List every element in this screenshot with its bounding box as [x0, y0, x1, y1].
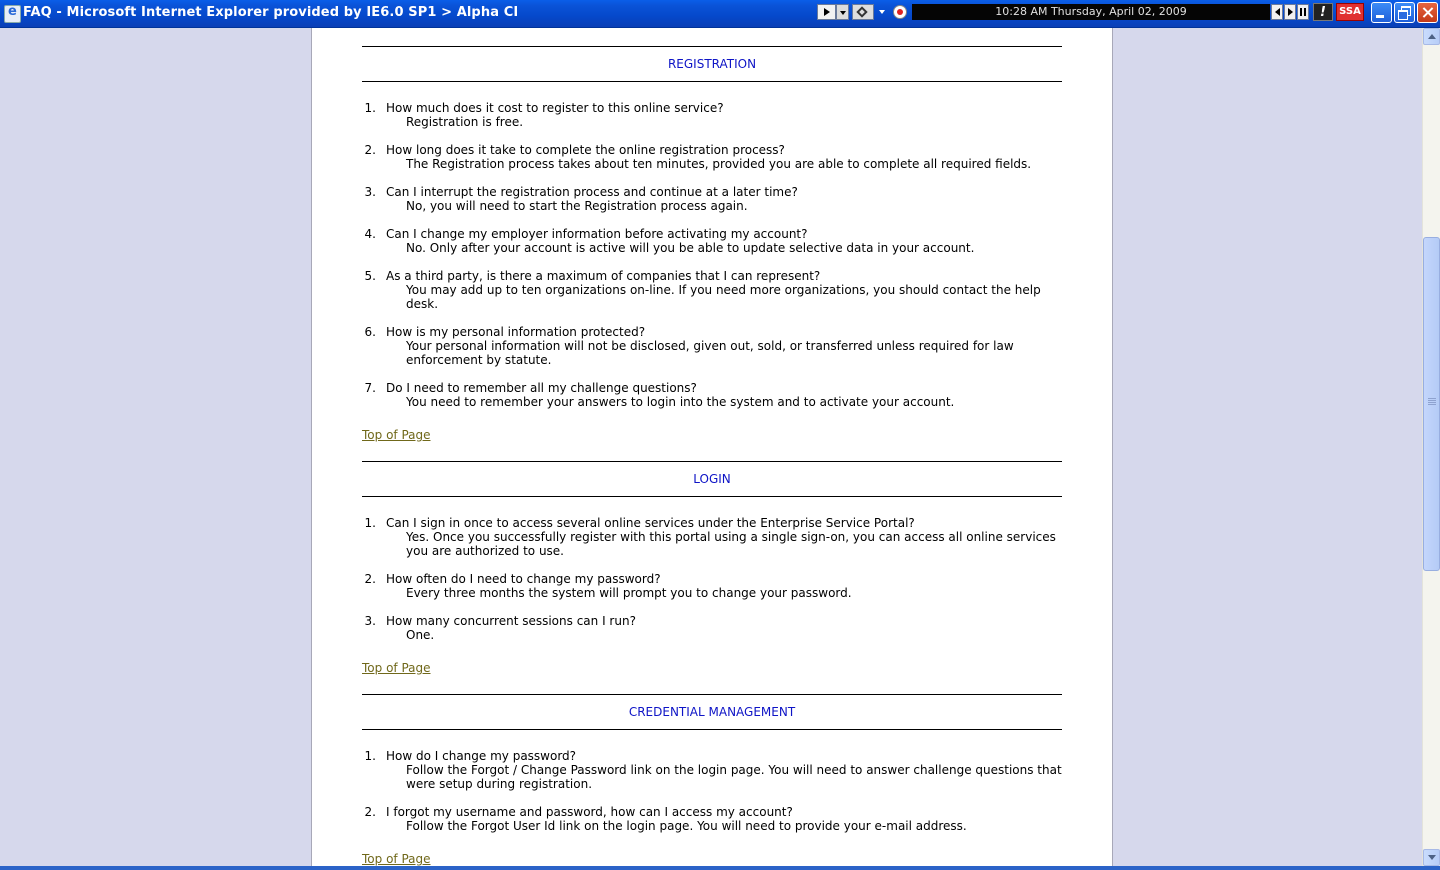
- section-title: LOGIN: [693, 472, 731, 486]
- faq-question: As a third party, is there a maximum of companies that I can represent?: [386, 269, 821, 283]
- next-icon[interactable]: [1284, 4, 1296, 20]
- record-icon[interactable]: [893, 5, 907, 19]
- faq-question: Do I need to remember all my challenge questions?: [386, 381, 697, 395]
- faq-number: 6.: [364, 325, 376, 339]
- faq-number: 3.: [364, 185, 376, 199]
- top-of-page-link[interactable]: Top of Page: [362, 428, 431, 442]
- close-button[interactable]: [1417, 2, 1438, 23]
- scroll-up-icon[interactable]: [1423, 28, 1440, 45]
- scroll-thumb[interactable]: [1423, 237, 1440, 571]
- divider: [362, 46, 1062, 47]
- faq-answer: You may add up to ten organizations on-line. If you need more organizations, you should contact the help desk.: [406, 283, 1041, 311]
- tag-icon[interactable]: [852, 4, 874, 20]
- faq-question: Can I change my employer information before activating my account?: [386, 227, 808, 241]
- faq-answer: You need to remember your answers to login into the system and to activate your account.: [406, 395, 955, 409]
- faq-number: 2.: [364, 572, 376, 586]
- faq-answer: No. Only after your account is active will you be able to update selective data in your account.: [406, 241, 975, 255]
- faq-content: [311, 28, 1113, 866]
- alert-icon[interactable]: !: [1313, 3, 1333, 21]
- faq-question: How long does it take to complete the online registration process?: [386, 143, 785, 157]
- divider: [362, 461, 1062, 462]
- faq-number: 1.: [364, 101, 376, 115]
- faq-number: 1.: [364, 516, 376, 530]
- previous-icon[interactable]: [1271, 4, 1283, 20]
- faq-number: 2.: [364, 143, 376, 157]
- divider: [362, 729, 1062, 730]
- faq-number: 3.: [364, 614, 376, 628]
- pause-icon[interactable]: [1297, 4, 1309, 20]
- window-title: FAQ - Microsoft Internet Explorer provided by IE6.0 SP1 > Alpha CI: [23, 5, 519, 20]
- faq-number: 5.: [364, 269, 376, 283]
- faq-question: How is my personal information protected?: [386, 325, 646, 339]
- minimize-button[interactable]: [1371, 2, 1392, 23]
- faq-answer: Your personal information will not be disclosed, given out, sold, or transferred unless required for law enforcement by statute.: [406, 339, 1014, 367]
- grip-icon: [1428, 398, 1436, 399]
- divider: [362, 694, 1062, 695]
- title-bar[interactable]: [0, 0, 1440, 28]
- ssa-logo[interactable]: SSA: [1336, 3, 1364, 21]
- chevron-down-icon[interactable]: [876, 4, 890, 20]
- section-title: REGISTRATION: [667, 57, 757, 71]
- faq-question: I forgot my username and password, how can I access my account?: [386, 805, 793, 819]
- faq-question: Can I interrupt the registration process and continue at a later time?: [386, 185, 798, 199]
- faq-question: How many concurrent sessions can I run?: [386, 614, 636, 628]
- top-of-page-link[interactable]: Top of Page: [362, 661, 431, 675]
- chevron-down-icon[interactable]: [836, 4, 849, 20]
- faq-number: 7.: [364, 381, 376, 395]
- top-of-page-link[interactable]: Top of Page: [362, 852, 431, 866]
- faq-answer: Registration is free.: [406, 115, 524, 129]
- clock-display: 10:28 AM Thursday, April 02, 2009: [912, 4, 1270, 20]
- play-icon[interactable]: [817, 4, 836, 20]
- faq-answer: No, you will need to start the Registration process again.: [406, 199, 748, 213]
- section-title: CREDENTIAL MANAGEMENT: [628, 705, 796, 719]
- faq-answer: The Registration process takes about ten minutes, provided you are able to complete all required fields.: [406, 157, 1032, 171]
- restore-button[interactable]: [1394, 2, 1415, 23]
- faq-answer: Every three months the system will prompt you to change your password.: [406, 586, 852, 600]
- ie-app-icon[interactable]: [4, 5, 21, 23]
- faq-number: 4.: [364, 227, 376, 241]
- faq-answer: Follow the Forgot / Change Password link on the login page. You will need to answer challenge questions that were setup during registration.: [406, 763, 1062, 791]
- faq-number: 2.: [364, 805, 376, 819]
- faq-question: How do I change my password?: [386, 749, 577, 763]
- divider: [362, 81, 1062, 82]
- faq-question: Can I sign in once to access several online services under the Enterprise Service Portal?: [386, 516, 915, 530]
- browser-viewport: [0, 28, 1422, 866]
- taskbar-edge: [0, 866, 1440, 870]
- faq-question: How often do I need to change my password?: [386, 572, 661, 586]
- faq-number: 1.: [364, 749, 376, 763]
- vertical-scrollbar[interactable]: [1422, 28, 1440, 866]
- faq-answer: Follow the Forgot User Id link on the login page. You will need to provide your e-mail address.: [406, 819, 967, 833]
- scroll-down-icon[interactable]: [1423, 849, 1440, 866]
- faq-answer: Yes. Once you successfully register with this portal using a single sign-on, you can access all online services you are authorized to use.: [406, 530, 1056, 558]
- divider: [362, 496, 1062, 497]
- faq-question: How much does it cost to register to this online service?: [386, 101, 724, 115]
- faq-answer: One.: [406, 628, 435, 642]
